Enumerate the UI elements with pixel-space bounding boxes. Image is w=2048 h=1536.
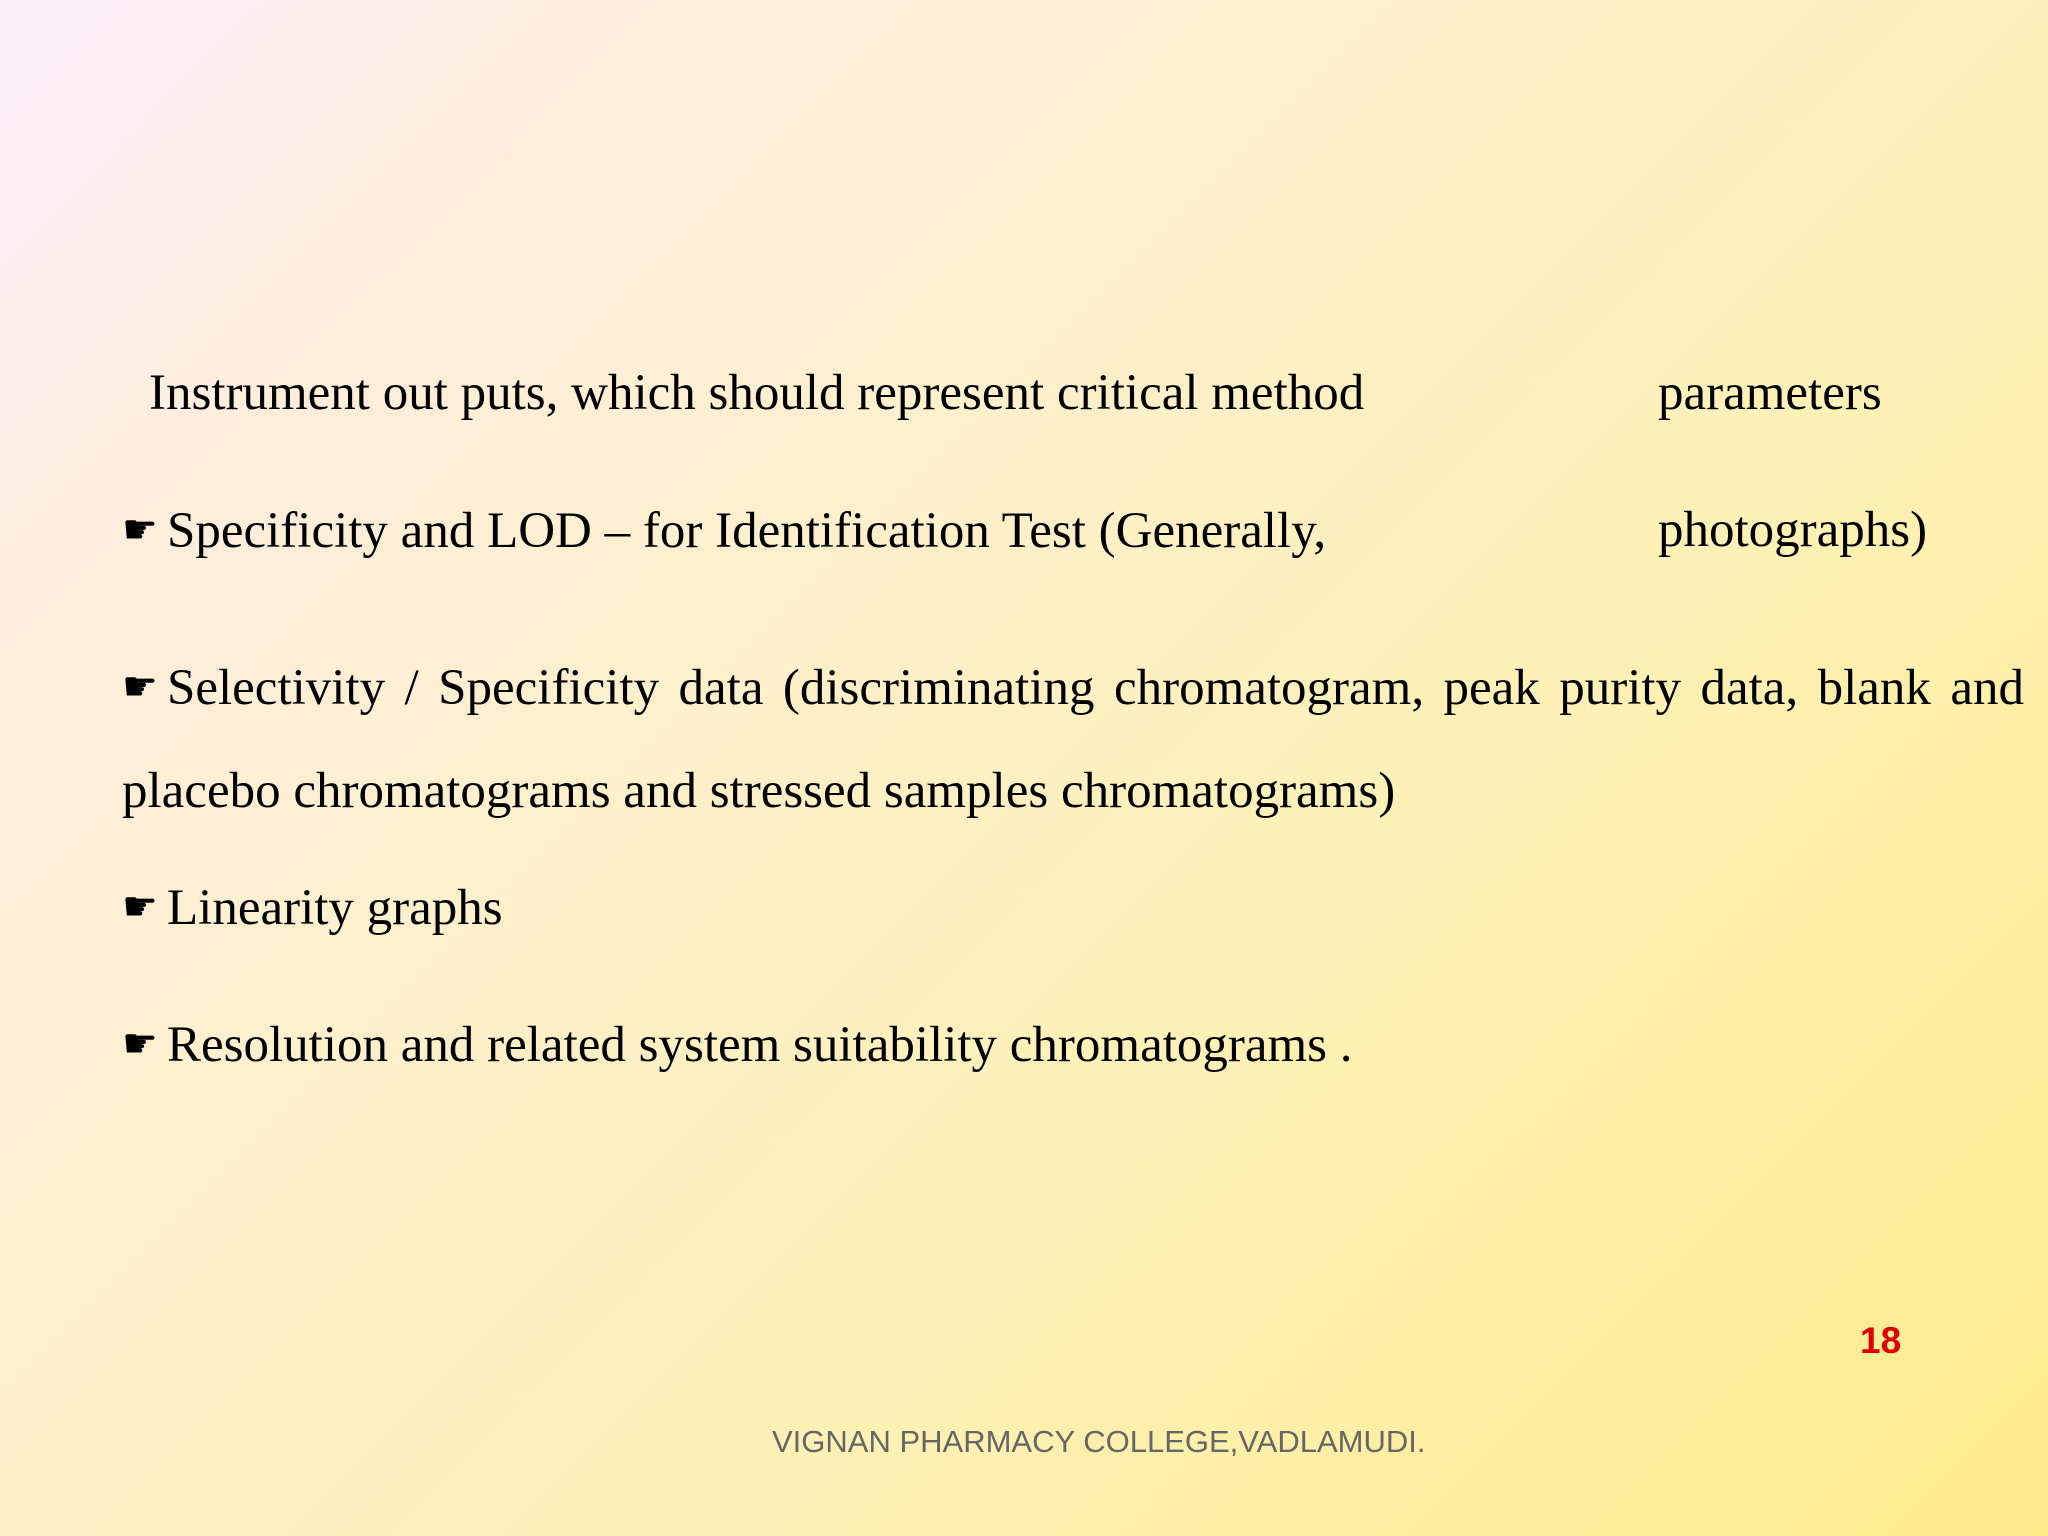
bullet-text: Selectivity / Specificity data (discriminating chromatogram, peak purity data, blank and placebo chromatograms and stressed samples chromatograms) xyxy=(122,660,2024,819)
bullet-right-text: photographs) xyxy=(1658,502,1928,558)
bullet-item-selectivity xyxy=(122,636,2024,843)
pointing-hand-icon: ☛ xyxy=(122,664,158,710)
intro-right-text: parameters xyxy=(1658,365,1882,421)
bullet-text: Resolution and related system suitability chromatograms . xyxy=(167,1017,1353,1073)
intro-text: Instrument out puts, which should represent critical method xyxy=(149,365,1365,421)
page-number: 18 xyxy=(1860,1320,1902,1361)
bullet-item-specificity-lod xyxy=(122,499,1928,562)
intro-line xyxy=(149,362,1882,424)
bullet-text: Specificity and LOD – for Identification Test (Generally, xyxy=(167,503,1327,559)
bullet-item-linearity xyxy=(122,876,503,939)
pointing-hand-icon: ☛ xyxy=(122,1021,158,1067)
footer-institution: VIGNAN PHARMACY COLLEGE,VADLAMUDI. xyxy=(772,1424,1426,1459)
bullet-text: Linearity graphs xyxy=(167,880,503,936)
pointing-hand-icon: ☛ xyxy=(122,884,158,930)
pointing-hand-icon: ☛ xyxy=(122,507,158,553)
bullet-item-resolution xyxy=(122,1013,1353,1076)
